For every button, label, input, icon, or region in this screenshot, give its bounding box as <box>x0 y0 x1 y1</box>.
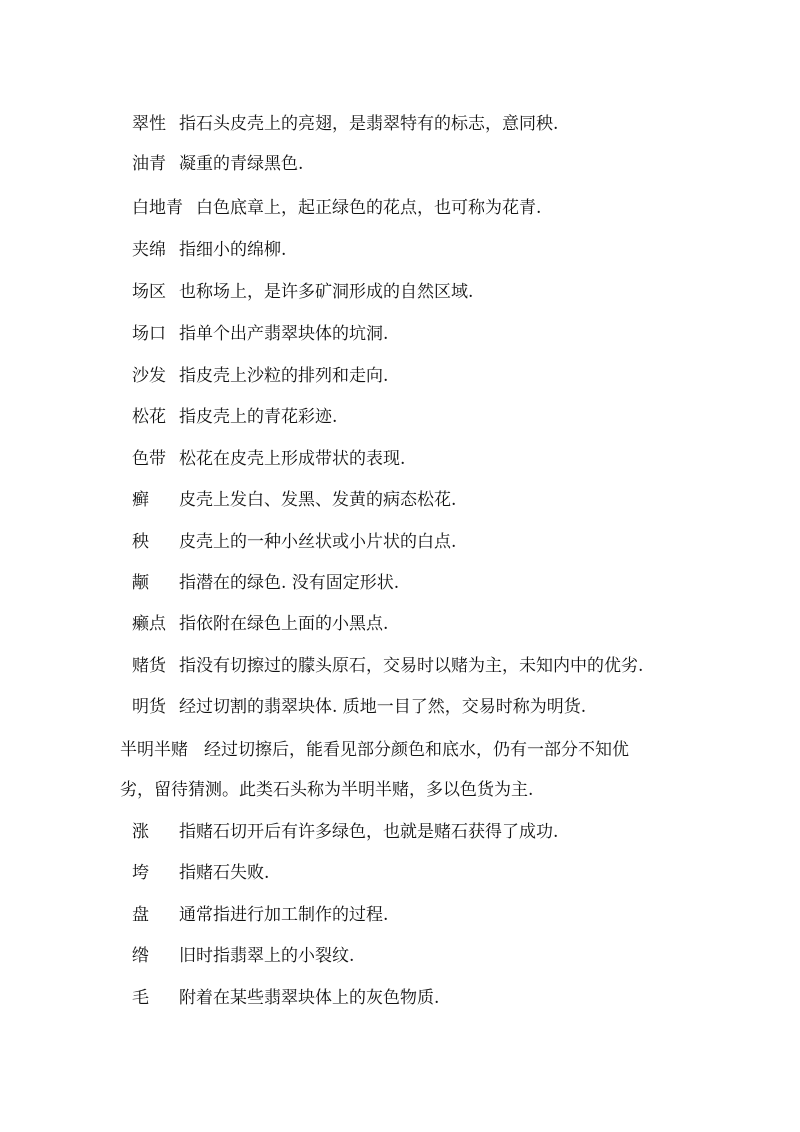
entry-term: 赌货 <box>132 656 166 676</box>
glossary-entry <box>132 572 712 594</box>
entry-term: 夹绵 <box>132 240 166 260</box>
entry-definition: 也称场上，是许多矿洞形成的自然区域. <box>179 282 474 302</box>
entry-term: 癣 <box>132 490 149 510</box>
entry-term: 场口 <box>132 324 166 344</box>
glossary-entry <box>120 739 700 761</box>
glossary-entry <box>132 655 712 677</box>
glossary-entry <box>132 323 712 345</box>
glossary-entry <box>132 239 712 261</box>
glossary-entry <box>132 821 712 843</box>
glossary-entry <box>132 613 712 635</box>
entry-term: 半明半赌 <box>120 740 188 760</box>
entry-term: 场区 <box>132 282 166 302</box>
entry-definition: 松花在皮壳上形成带状的表现. <box>179 449 406 469</box>
entry-term: 翠性 <box>132 114 166 134</box>
entry-definition: 附着在某些翡翠块体上的灰色物质. <box>179 988 440 1008</box>
entry-definition: 皮壳上发白、发黑、发黄的病态松花. <box>179 490 457 510</box>
glossary-entry <box>132 197 712 219</box>
glossary-entry <box>132 696 712 718</box>
entry-definition: 指赌石切开后有许多绿色，也就是赌石获得了成功. <box>179 822 559 842</box>
entry-definition: 劣，留待猜测。此类石头称为半明半赌，多以色货为主. <box>120 780 534 800</box>
entry-definition: 通常指进行加工制作的过程. <box>179 905 389 925</box>
glossary-entry <box>132 406 712 428</box>
glossary-entry <box>132 448 712 470</box>
entry-definition: 凝重的青绿黑色. <box>179 154 304 174</box>
entry-definition: 经过切割的翡翠块体. 质地一目了然，交易时称为明货. <box>179 697 587 717</box>
entry-term: 沙发 <box>132 366 166 386</box>
entry-term: 秧 <box>132 532 149 552</box>
glossary-entry <box>132 945 712 967</box>
entry-term: 涨 <box>132 822 149 842</box>
glossary-entry <box>132 987 712 1009</box>
glossary-entry <box>132 862 712 884</box>
glossary-entry <box>132 153 712 175</box>
entry-definition: 指石头皮壳上的亮翅，是翡翠特有的标志，意同秧. <box>179 114 559 134</box>
glossary-entry <box>132 281 712 303</box>
entry-definition: 指单个出产翡翠块体的坑洞. <box>179 324 389 344</box>
entry-definition: 指皮壳上沙粒的排列和走向. <box>179 366 389 386</box>
glossary-entry-continuation <box>120 779 533 801</box>
entry-term: 盘 <box>132 905 149 925</box>
entry-definition: 经过切擦后，能看见部分颜色和底水，仍有一部分不知优 <box>204 740 629 760</box>
entry-term: 明货 <box>132 697 166 717</box>
entry-term: 绺 <box>132 946 149 966</box>
glossary-entry <box>132 489 712 511</box>
entry-definition: 指皮壳上的青花彩迹. <box>179 407 338 427</box>
entry-term: 油青 <box>132 154 166 174</box>
glossary-entry <box>132 904 712 926</box>
entry-definition: 白色底章上，起正绿色的花点，也可称为花青. <box>196 198 542 218</box>
entry-definition: 皮壳上的一种小丝状或小片状的白点. <box>179 532 457 552</box>
entry-definition: 旧时指翡翠上的小裂纹. <box>179 946 355 966</box>
entry-term: 癞点 <box>132 614 166 634</box>
glossary-entry <box>132 531 712 553</box>
entry-term: 色带 <box>132 449 166 469</box>
entry-term: 松花 <box>132 407 166 427</box>
entry-definition: 指潜在的绿色. 没有固定形状. <box>179 573 400 593</box>
entry-term: 白地青 <box>132 198 183 218</box>
entry-definition: 指细小的绵柳. <box>179 240 287 260</box>
entry-term: 颟 <box>132 573 149 593</box>
glossary-entry <box>132 113 712 135</box>
entry-definition: 指没有切擦过的朦头原石，交易时以赌为主，未知内中的优劣. <box>179 656 644 676</box>
glossary-entry <box>132 365 712 387</box>
entry-term: 垮 <box>132 863 149 883</box>
entry-definition: 指依附在绿色上面的小黑点. <box>179 614 389 634</box>
entry-definition: 指赌石失败. <box>179 863 270 883</box>
entry-term: 毛 <box>132 988 149 1008</box>
